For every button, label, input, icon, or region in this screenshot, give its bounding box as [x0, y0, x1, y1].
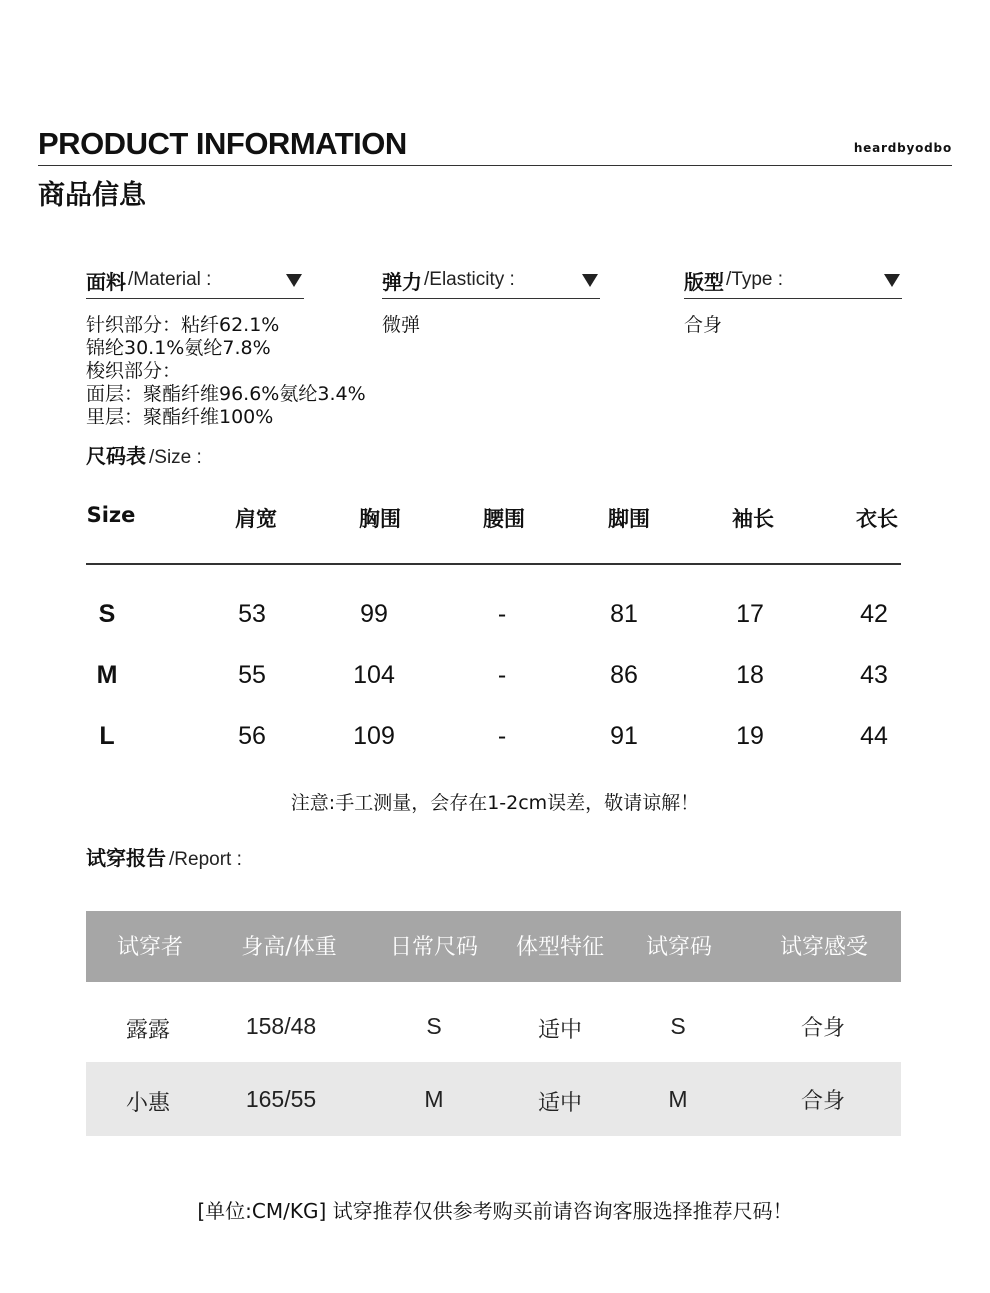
report-col-header: 日常尺码 — [389, 935, 479, 960]
size-cell: 18 — [736, 661, 764, 689]
size-cell: - — [497, 661, 507, 689]
size-cell: 99 — [360, 600, 388, 628]
report-col-header: 身高/体重 — [241, 935, 337, 960]
section-label-en: /Size : — [149, 447, 202, 468]
report-cell: 适中 — [537, 1018, 583, 1043]
size-col-header: 脚围 — [608, 507, 650, 531]
size-cell: 17 — [736, 600, 764, 628]
size-cell: S — [98, 600, 116, 628]
attribute-header[interactable] — [684, 262, 902, 299]
size-cell: 53 — [238, 600, 266, 628]
triangle-down-icon — [286, 274, 302, 287]
attribute-label-en: /Material : — [128, 269, 212, 290]
report-col-header: 体型特征 — [515, 935, 605, 960]
size-cell: L — [99, 722, 115, 750]
size-cell: 109 — [353, 722, 395, 750]
report-cell: 露露 — [125, 1018, 171, 1043]
report-cell: 合身 — [800, 1089, 846, 1114]
size-cell: 55 — [238, 661, 266, 689]
attribute-header[interactable] — [86, 262, 304, 299]
measurement-note: 注意:手工测量，会存在1-2cm误差，敬请谅解！ — [290, 792, 700, 814]
size-cell: - — [497, 600, 507, 628]
size-cell: 91 — [610, 722, 638, 750]
report-col-header: 试穿感受 — [779, 935, 869, 960]
report-table-header — [86, 911, 901, 982]
size-col-header: 袖长 — [732, 507, 774, 531]
size-cell: 104 — [353, 661, 395, 689]
report-cell: 小惠 — [125, 1091, 171, 1116]
size-cell: 56 — [238, 722, 266, 750]
page-title-cn: 商品信息 — [38, 180, 146, 211]
report-cell: 合身 — [800, 1016, 846, 1041]
attribute-value: 微弹 — [382, 314, 421, 336]
report-cell: S — [426, 1013, 442, 1039]
attribute-label-en: /Type : — [726, 269, 784, 290]
triangle-down-icon — [884, 274, 900, 287]
size-col-header: Size — [86, 503, 136, 527]
section-label-cn: 试穿报告 — [86, 846, 166, 870]
size-cell: 42 — [860, 600, 888, 628]
size-cell: 86 — [610, 661, 638, 689]
attribute-label-cn: 版型 — [684, 269, 724, 294]
page-title-en: PRODUCT INFORMATION — [38, 126, 407, 161]
attribute-elasticity — [382, 262, 600, 337]
section-label-en: /Report : — [169, 849, 242, 870]
triangle-down-icon — [582, 274, 598, 287]
report-col-header: 试穿码 — [645, 935, 713, 960]
size-cell: M — [96, 661, 118, 689]
report-section-heading — [86, 842, 242, 871]
size-table-divider — [86, 563, 901, 565]
divider — [38, 165, 952, 166]
report-cell: 165/55 — [245, 1086, 317, 1112]
attribute-label-cn: 面料 — [86, 269, 126, 294]
size-col-header: 胸围 — [359, 507, 401, 531]
report-cell: S — [670, 1013, 686, 1039]
size-cell: 44 — [860, 722, 888, 750]
size-cell: 81 — [610, 600, 638, 628]
size-col-header: 肩宽 — [235, 507, 277, 531]
report-col-header: 试穿者 — [116, 935, 184, 960]
footer-note: [单位:CM/KG] 试穿推荐仅供参考购买前请咨询客服选择推荐尺码！ — [197, 1199, 793, 1223]
size-section-heading — [86, 440, 202, 469]
size-col-header: 腰围 — [483, 507, 525, 531]
section-label-cn: 尺码表 — [86, 444, 146, 468]
attribute-label-cn: 弹力 — [382, 269, 422, 294]
size-cell: 19 — [736, 722, 764, 750]
report-cell: M — [668, 1086, 688, 1112]
report-cell: 适中 — [537, 1091, 583, 1116]
table-row — [86, 1062, 901, 1136]
attribute-material — [86, 262, 366, 429]
attribute-value: 合身 — [684, 314, 723, 336]
report-cell: M — [424, 1086, 444, 1112]
attribute-label-en: /Elasticity : — [424, 269, 515, 290]
brand-logo: heardbyodbo — [853, 141, 952, 155]
attribute-header[interactable] — [382, 262, 600, 299]
table-row — [86, 990, 901, 1062]
size-cell: - — [497, 722, 507, 750]
size-col-header: 衣长 — [856, 507, 898, 531]
size-cell: 43 — [860, 661, 888, 689]
report-cell: 158/48 — [245, 1013, 317, 1039]
attribute-value: 针织部分：粘纤62.1% 锦纶30.1%氨纶7.8% 梭织部分： 面层：聚酯纤维96.6%氨纶3.4% 里层：聚酯纤维100% — [86, 314, 366, 428]
attribute-type — [684, 262, 902, 337]
